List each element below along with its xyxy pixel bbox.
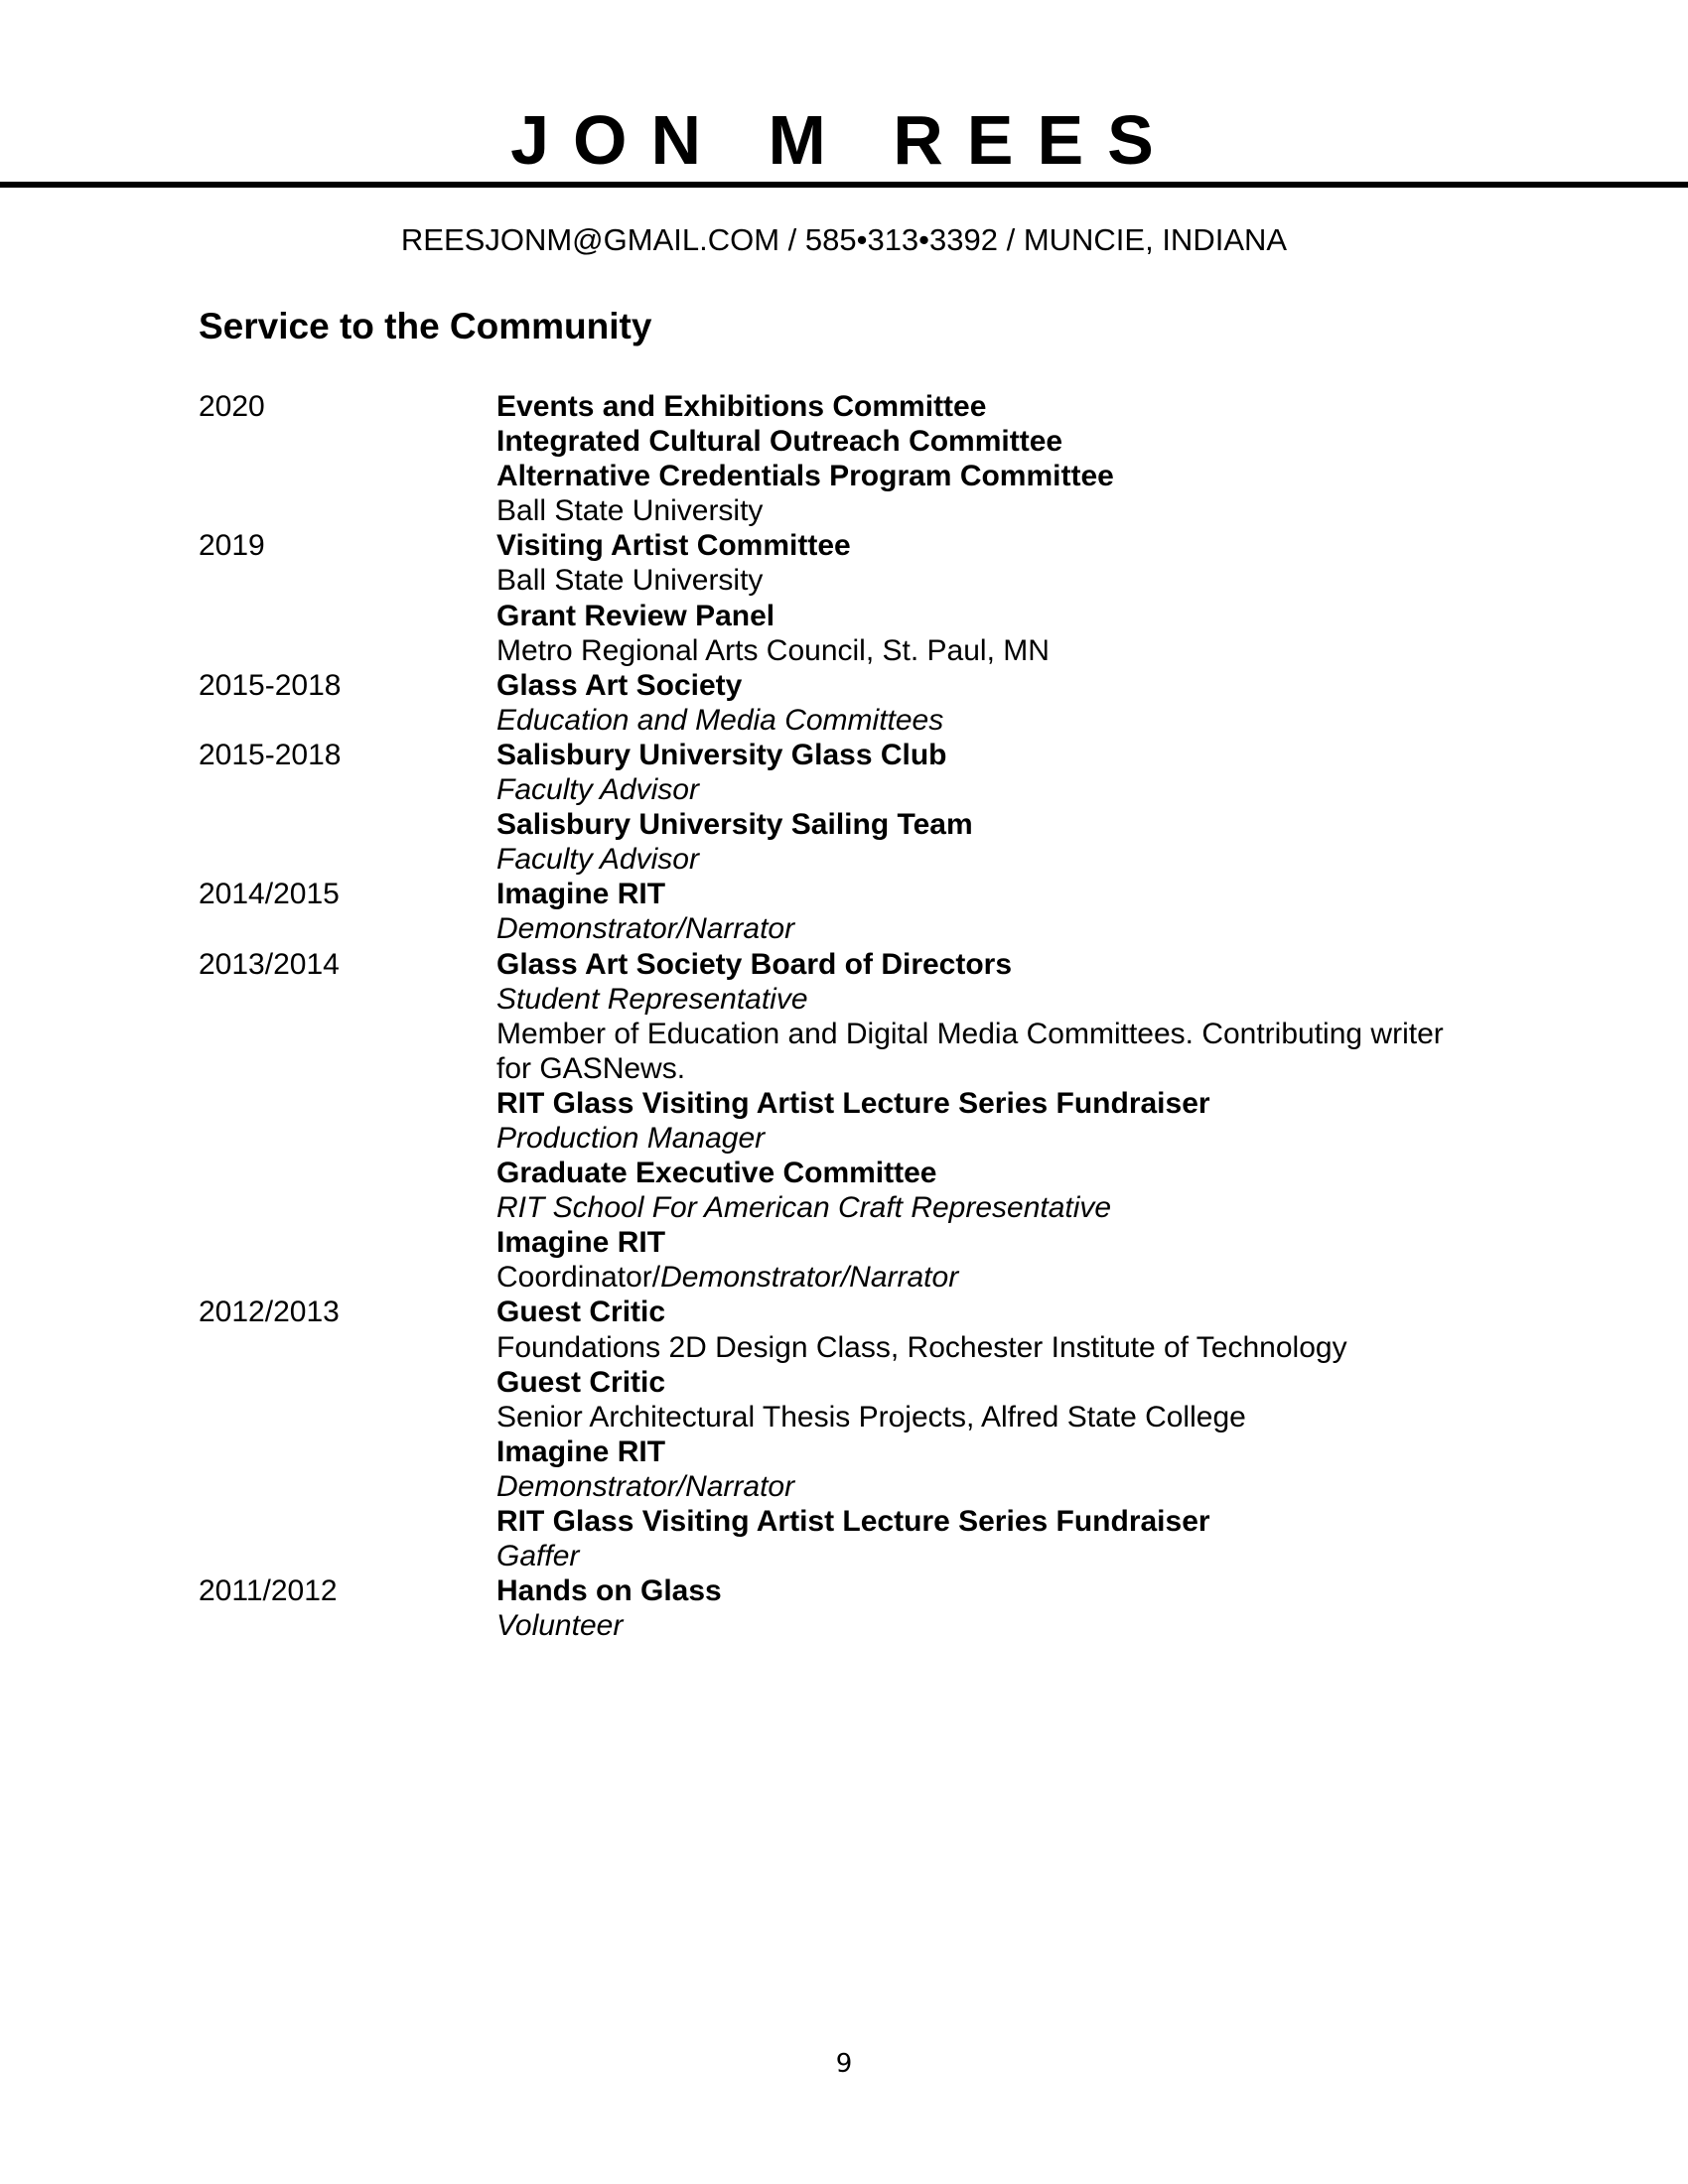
- entry-year: 2012/2013: [199, 1296, 340, 1329]
- entry-title: Graduate Executive Committee: [496, 1157, 937, 1190]
- entry-year: 2013/2014: [199, 947, 340, 981]
- resume-name: JON M REES: [510, 101, 1178, 179]
- entry-title: Glass Art Society Board of Directors: [496, 947, 1013, 981]
- entry-title: Integrated Cultural Outreach Committee: [496, 425, 1063, 459]
- entry-title: RIT Glass Visiting Artist Lecture Series Fundraiser: [496, 1505, 1210, 1538]
- entry-title: Visiting Artist Committee: [496, 529, 851, 563]
- entry-role: Faculty Advisor: [496, 843, 699, 877]
- entry-title: Events and Exhibitions Committee: [496, 390, 987, 423]
- entry-role: Gaffer: [496, 1540, 580, 1573]
- service-entry: [199, 1295, 1489, 1573]
- entry-role: Education and Media Committees: [496, 703, 944, 737]
- entry-year: 2015-2018: [199, 668, 342, 702]
- entry-detail: [496, 1260, 1489, 1295]
- entry-title: Imagine RIT: [496, 1226, 666, 1260]
- entry-title: Imagine RIT: [496, 878, 666, 911]
- entry-title: RIT Glass Visiting Artist Lecture Series Fundraiser: [496, 1086, 1210, 1120]
- entry-title: Alternative Credentials Program Committee: [496, 460, 1114, 493]
- service-entries-list: [199, 389, 1489, 1643]
- entry-role: RIT School For American Craft Representative: [496, 1191, 1112, 1225]
- entry-year: 2020: [199, 390, 265, 423]
- entry-title: Guest Critic: [496, 1365, 666, 1399]
- entry-role: Demonstrator/Narrator: [496, 912, 795, 946]
- service-entry: [199, 528, 1489, 667]
- entry-detail: Ball State University: [496, 494, 764, 528]
- section-title: Service to the Community: [199, 306, 652, 346]
- service-entry: [199, 1573, 1489, 1643]
- service-entry: [199, 877, 1489, 946]
- entry-detail-text: Coordinator/: [496, 1261, 661, 1295]
- entry-role: Faculty Advisor: [496, 773, 699, 807]
- entry-details: [496, 668, 1489, 738]
- entry-role: Production Manager: [496, 1121, 766, 1155]
- entry-details: [496, 738, 1489, 877]
- entry-details: [496, 1295, 1489, 1573]
- service-entry: [199, 947, 1489, 1296]
- entry-role: Student Representative: [496, 982, 808, 1016]
- entry-details: [496, 947, 1489, 1296]
- entry-year: 2014/2015: [199, 878, 340, 911]
- entry-detail: Ball State University: [496, 564, 764, 598]
- entry-detail: Senior Architectural Thesis Projects, Alfred State College: [496, 1400, 1246, 1433]
- entry-details: [496, 528, 1489, 667]
- entry-details: [496, 389, 1489, 528]
- entry-year: 2011/2012: [199, 1574, 338, 1608]
- entry-detail: Metro Regional Arts Council, St. Paul, MN: [496, 633, 1050, 667]
- entry-title: Glass Art Society: [496, 668, 743, 702]
- page-number: 9: [835, 2049, 853, 2079]
- service-entry: [199, 668, 1489, 738]
- entry-year: 2019: [199, 529, 265, 563]
- service-entry: [199, 389, 1489, 528]
- entry-year: 2015-2018: [199, 738, 342, 771]
- entry-title: Grant Review Panel: [496, 599, 775, 632]
- contact-info: REESJONM@GMAIL.COM / 585•313•3392 / MUNCIE, INDIANA: [400, 222, 1288, 257]
- entry-detail: Member of Education and Digital Media Committees. Contributing writer: [496, 1017, 1444, 1050]
- entry-title: Salisbury University Sailing Team: [496, 808, 973, 842]
- entry-role-text: Demonstrator/Narrator: [660, 1261, 959, 1295]
- entry-title: Guest Critic: [496, 1296, 666, 1329]
- entry-details: [496, 877, 1489, 946]
- service-entry: [199, 738, 1489, 877]
- entry-details: [496, 1573, 1489, 1643]
- entry-role: Volunteer: [496, 1609, 624, 1643]
- entry-detail: Foundations 2D Design Class, Rochester Institute of Technology: [496, 1330, 1347, 1364]
- header-divider: [0, 182, 1688, 188]
- entry-role: Demonstrator/Narrator: [496, 1469, 795, 1503]
- entry-detail: for GASNews.: [496, 1051, 686, 1085]
- entry-title: Imagine RIT: [496, 1434, 666, 1468]
- entry-title: Salisbury University Glass Club: [496, 738, 947, 771]
- entry-title: Hands on Glass: [496, 1574, 722, 1608]
